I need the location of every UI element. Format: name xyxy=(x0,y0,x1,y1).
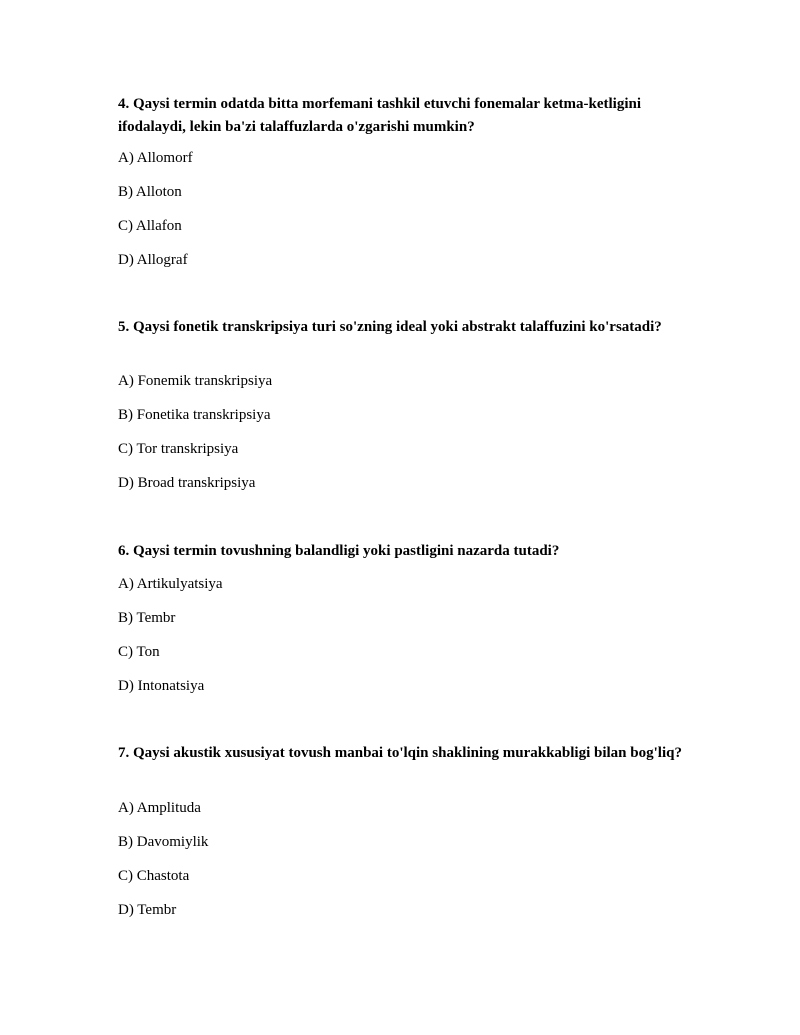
option-d: D) Intonatsiya xyxy=(118,678,205,694)
option-a: A) Artikulyatsiya xyxy=(118,576,223,592)
question-text: 4. Qaysi termin odatda bitta morfemani tashkil etuvchi fonemalar ketma-ketligini ifodalaydi, lekin ba'zi talaffuzlarda o'zgarishi mumkin? xyxy=(118,96,642,135)
question-text: 5. Qaysi fonetik transkripsiya turi so'zning ideal yoki abstrakt talaffuzini ko'rsatadi? xyxy=(118,319,662,335)
option-d: D) Broad transkripsiya xyxy=(118,475,256,491)
option-d: D) Tembr xyxy=(118,902,177,918)
question-5 xyxy=(118,316,698,496)
question-7 xyxy=(118,742,698,922)
option-b: B) Davomiylik xyxy=(118,834,209,850)
question-text: 6. Qaysi termin tovushning balandligi yoki pastligini nazarda tutadi? xyxy=(118,543,560,559)
option-a: A) Amplituda xyxy=(118,800,201,816)
option-b: B) Tembr xyxy=(118,610,176,626)
option-c: C) Allafon xyxy=(118,218,182,234)
option-b: B) Alloton xyxy=(118,184,182,200)
option-c: C) Ton xyxy=(118,644,160,660)
question-6 xyxy=(118,540,698,700)
option-b: B) Fonetika transkripsiya xyxy=(118,407,271,423)
option-c: C) Tor transkripsiya xyxy=(118,441,239,457)
option-a: A) Allomorf xyxy=(118,150,193,166)
option-d: D) Allograf xyxy=(118,252,188,268)
question-text: 7. Qaysi akustik xususiyat tovush manbai to'lqin shaklining murakkabligi bilan bog'liq? xyxy=(118,745,682,761)
question-4 xyxy=(118,93,698,273)
option-c: C) Chastota xyxy=(118,868,190,884)
option-a: A) Fonemik transkripsiya xyxy=(118,373,273,389)
